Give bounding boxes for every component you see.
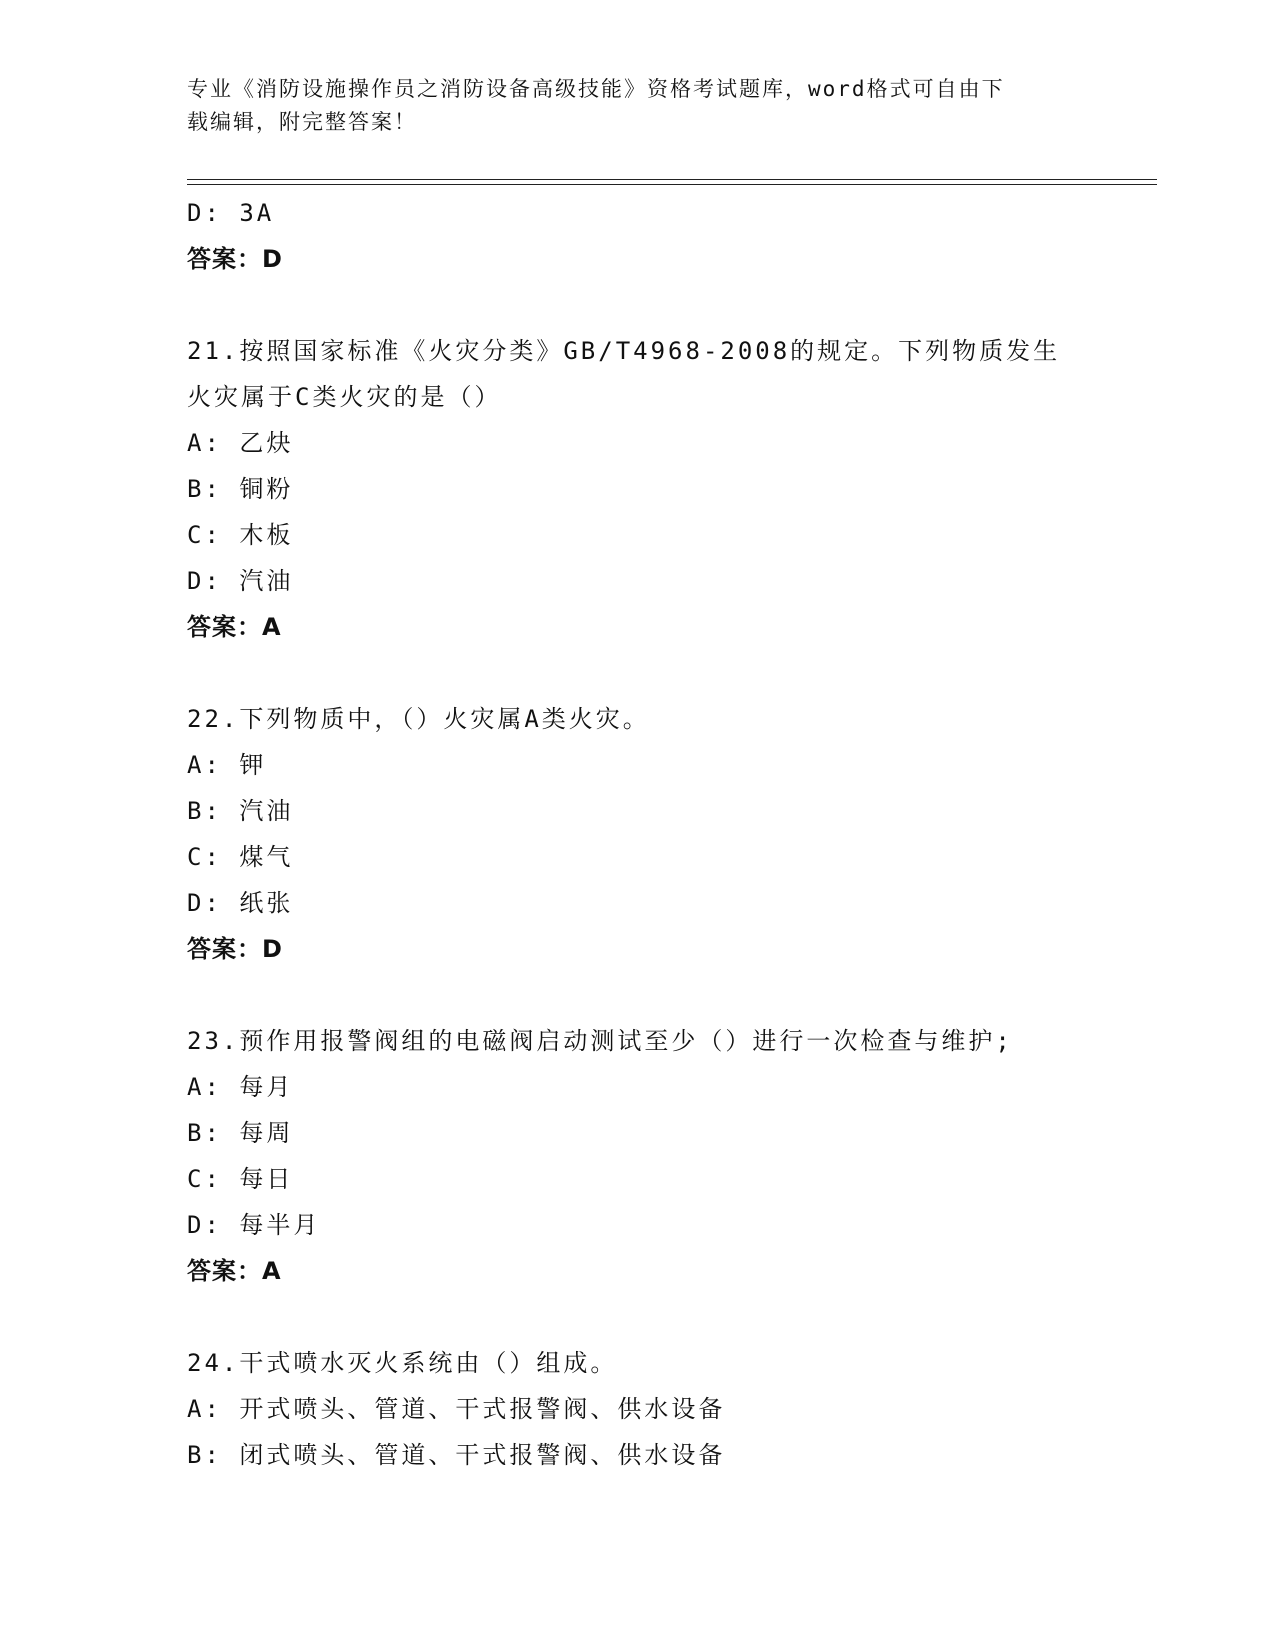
option-b: B: 铜粉 bbox=[187, 475, 294, 503]
header-line-1: 专业《消防设施操作员之消防设备高级技能》资格考试题库，word格式可自由下 bbox=[187, 77, 1005, 101]
option-d: D: 每半月 bbox=[187, 1211, 321, 1239]
question-stem: 22.下列物质中，（）火灾属A类火灾。 bbox=[187, 705, 650, 733]
option-a: A: 乙炔 bbox=[187, 429, 294, 457]
question-stem-continued: 火灾属于C类火灾的是（） bbox=[187, 383, 502, 411]
option-d: D: 3A bbox=[187, 199, 275, 227]
option-c: C: 木板 bbox=[187, 521, 294, 549]
question-23 bbox=[187, 1018, 1087, 1294]
header-divider-bottom bbox=[187, 184, 1157, 185]
answer-label: 答案：A bbox=[187, 1257, 282, 1285]
question-stem: 23.预作用报警阀组的电磁阀启动测试至少（）进行一次检查与维护; bbox=[187, 1027, 1013, 1055]
option-d: D: 汽油 bbox=[187, 567, 294, 595]
option-c: C: 每日 bbox=[187, 1165, 294, 1193]
question-24 bbox=[187, 1340, 1087, 1478]
option-b: B: 闭式喷头、管道、干式报警阀、供水设备 bbox=[187, 1441, 726, 1469]
answer-label: 答案：D bbox=[187, 935, 283, 963]
question-21 bbox=[187, 328, 1087, 650]
option-c: C: 煤气 bbox=[187, 843, 294, 871]
answer-label: 答案：D bbox=[187, 245, 283, 273]
header-divider-top bbox=[187, 179, 1157, 180]
question-stem: 21.按照国家标准《火灾分类》GB/T4968-2008的规定。下列物质发生 bbox=[187, 337, 1061, 365]
option-a: A: 开式喷头、管道、干式报警阀、供水设备 bbox=[187, 1395, 726, 1423]
answer-label: 答案：A bbox=[187, 613, 282, 641]
option-b: B: 每周 bbox=[187, 1119, 294, 1147]
question-stem: 24.干式喷水灭火系统由（）组成。 bbox=[187, 1349, 618, 1377]
document-header bbox=[187, 73, 1067, 139]
option-b: B: 汽油 bbox=[187, 797, 294, 825]
option-a: A: 每月 bbox=[187, 1073, 294, 1101]
header-line-2: 载编辑，附完整答案！ bbox=[187, 110, 417, 134]
question-22 bbox=[187, 696, 1087, 972]
option-d: D: 纸张 bbox=[187, 889, 294, 917]
question-list bbox=[187, 190, 1087, 1478]
option-a: A: 钾 bbox=[187, 751, 267, 779]
